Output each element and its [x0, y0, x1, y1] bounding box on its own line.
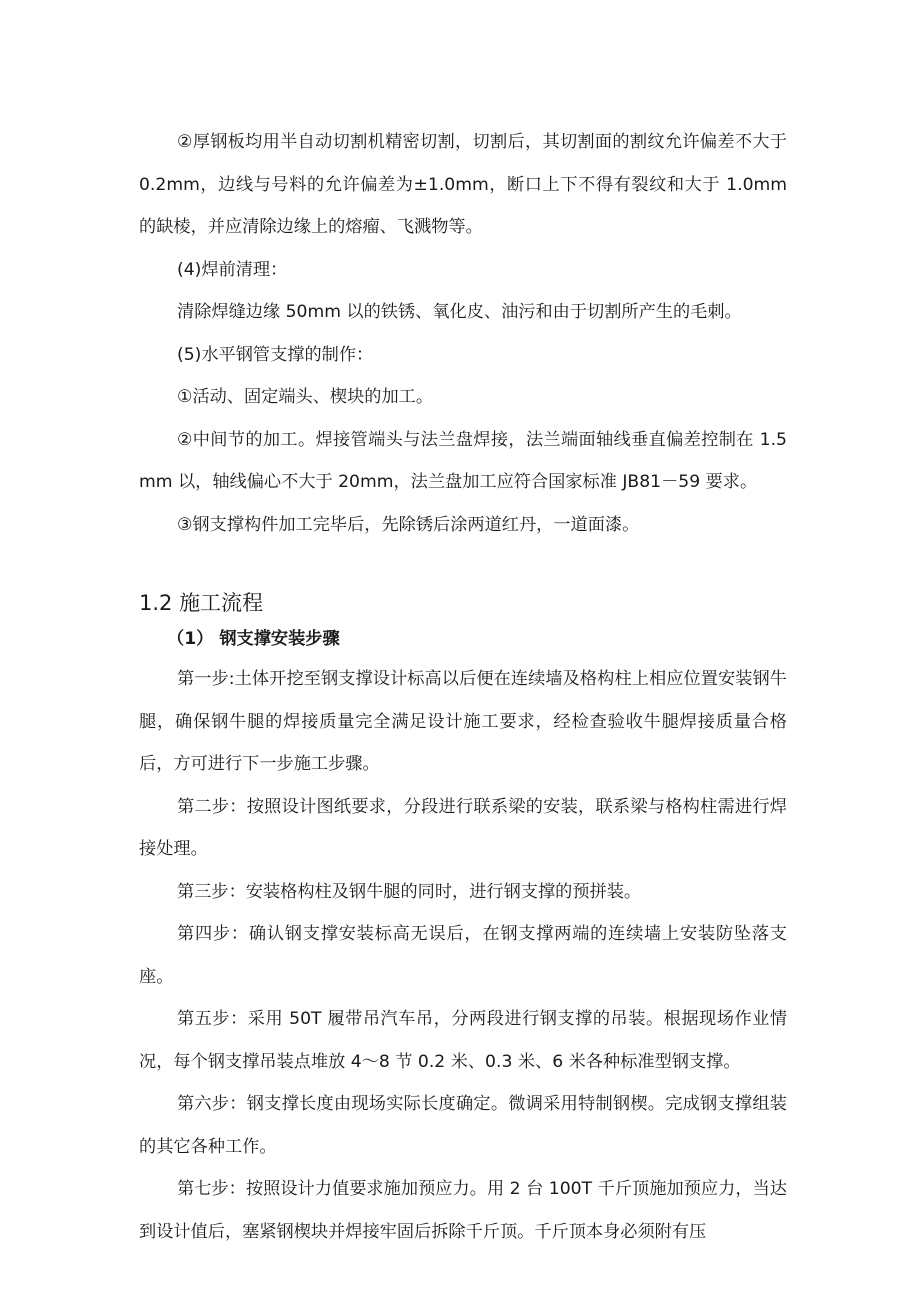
step-5: 第五步：采用 50T 履带吊汽车吊，分两段进行钢支撑的吊装。根据现场作业情况，每个钢支撑吊装点堆放 4～8 节 0.2 米、0.3 米、6 米各种标准型钢支撑。 [139, 1009, 787, 1072]
step-7: 第七步：按照设计力值要求施加预应力。用 2 台 100T 千斤顶施加预应力，当达到设计值后，塞紧钢楔块并焊接牢固后拆除千斤顶。千斤顶本身必须附有压 [139, 1179, 787, 1242]
document-body [139, 121, 787, 1253]
step-1: 第一步:土体开挖至钢支撑设计标高以后便在连续墙及格构柱上相应位置安装钢牛腿，确保钢牛腿的焊接质量完全满足设计施工要求，经检查验收牛腿焊接质量合格后，方可进行下一步施工步骤。 [139, 669, 787, 774]
section-number: 1.2 [139, 591, 173, 615]
paragraph-pre-weld-cleaning: 清除焊缝边缘 50mm 以的铁锈、氧化皮、油污和由于切割所产生的毛刺。 [177, 302, 742, 322]
paragraph-end-wedge: ①活动、固定端头、楔块的加工。 [177, 387, 434, 407]
paragraph-pre-weld-cleaning-title: (4)焊前清理： [177, 259, 288, 280]
step-3: 第三步：安装格构柱及钢牛腿的同时，进行钢支撑的预拼装。 [177, 881, 642, 902]
step-4: 第四步：确认钢支撑安装标高无误后，在钢支撑两端的连续墙上安装防坠落支座。 [139, 924, 787, 987]
paragraph-cutting-tolerance: ②厚钢板均用半自动切割机精密切割，切割后，其切割面的割纹允许偏差不大于 0.2mm，边线与号料的允许偏差为±1.0mm，断口上下不得有裂纹和大于 1.0mm 的缺棱，并应清除边缘上的熔瘤、飞溅物等。 [139, 132, 787, 237]
section-heading [139, 588, 787, 618]
subsection-heading: （1） 钢支撑安装步骤 [167, 629, 340, 649]
paragraph-middle-section: ②中间节的加工。焊接管端头与法兰盘焊接，法兰端面轴线垂直偏差控制在 1.5mm 以，轴线偏心不大于 20mm，法兰盘加工应符合国家标准 JB81－59 要求。 [139, 429, 787, 492]
step-2: 第二步：按照设计图纸要求，分段进行联系梁的安装，联系梁与格构柱需进行焊接处理。 [139, 796, 787, 859]
section-title: 施工流程 [179, 591, 264, 615]
paragraph-steel-pipe-title: (5)水平钢管支撑的制作： [177, 344, 374, 365]
step-6: 第六步：钢支撑长度由现场实际长度确定。微调采用特制钢楔。完成钢支撑组装的其它各种工作。 [139, 1094, 787, 1157]
paragraph-coating: ③钢支撑构件加工完毕后，先除锈后涂两道红丹，一道面漆。 [177, 514, 640, 535]
